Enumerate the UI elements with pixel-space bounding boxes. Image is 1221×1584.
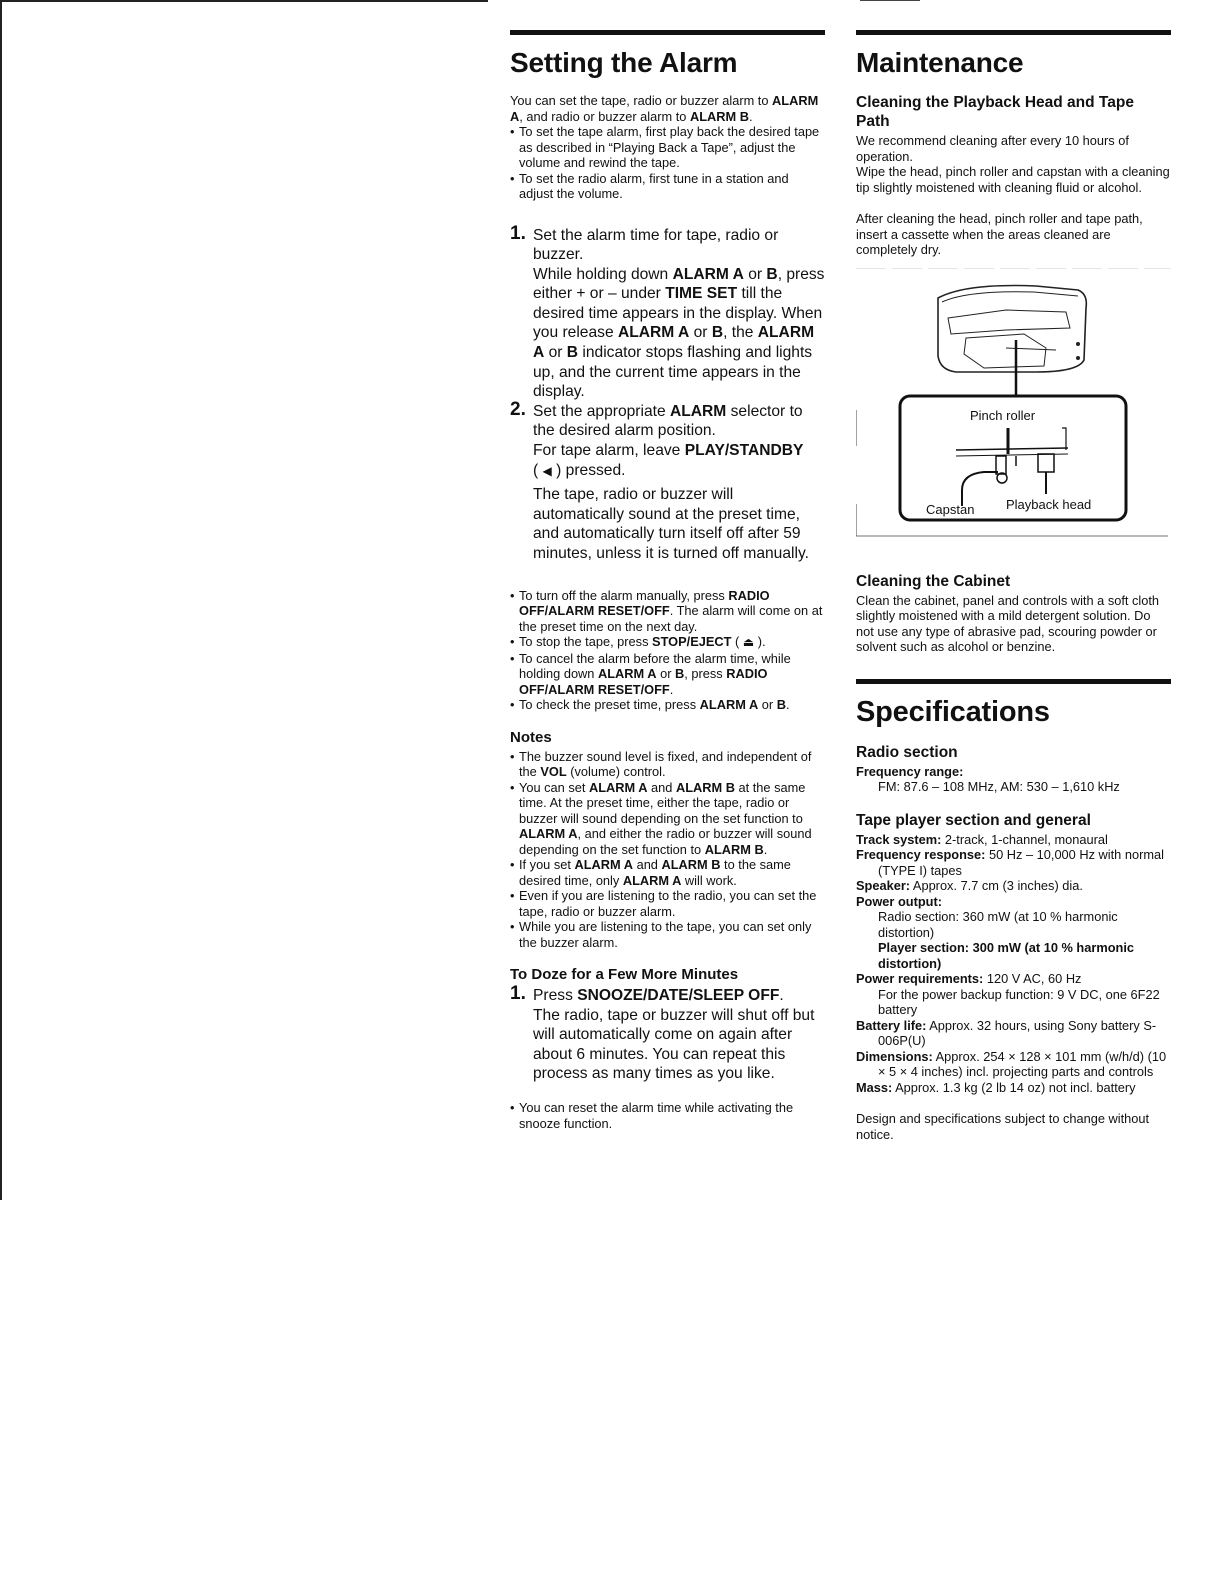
scan-edge xyxy=(860,0,920,1)
step-heading: Set the alarm time for tape, radio or buzzer. xyxy=(533,226,779,264)
step-number: 1. xyxy=(510,983,526,1005)
step-text: Press SNOOZE/DATE/SLEEP OFF. xyxy=(533,987,784,1005)
step-text: The radio, tape or buzzer will shut off but will automatically come on again after about 6 minutes. You can repeat this process as many times as you like. xyxy=(533,1006,815,1083)
list-item: • You can set ALARM A and ALARM B at the same time. At the preset time, either the tape, radio or buzzer will sound depending on the set function to ALARM A, and either the radio or buzzer will sound depending on the set function to ALARM B. xyxy=(510,780,825,858)
maintenance-column xyxy=(856,30,1171,1142)
alarm-post-bullets xyxy=(510,588,825,713)
doze-steps xyxy=(510,983,825,1084)
list-item: • To set the tape alarm, first play back the desired tape as described in “Playing Back a Tape”, adjust the volume and rewind the tape. xyxy=(510,124,825,171)
scan-edge xyxy=(0,0,2,1200)
tape-mechanism-figure xyxy=(856,268,1171,558)
alarm-pre-bullets xyxy=(510,124,825,202)
step-text: Set the appropriate ALARM selector to the desired alarm position. xyxy=(533,402,803,440)
alarm-title: Setting the Alarm xyxy=(510,47,738,78)
notes-heading: Notes xyxy=(510,728,552,746)
play-arrow-icon: ◀ xyxy=(542,463,552,478)
stop-eject-icon: ⏏ xyxy=(742,635,755,650)
list-item: • You can reset the alarm time while activating the snooze function. xyxy=(510,1100,825,1131)
alarm-steps xyxy=(510,222,825,564)
cleaning-text: We recommend cleaning after every 10 hours of operation. xyxy=(856,133,1129,164)
doze-bullets xyxy=(510,1100,825,1131)
step-text: The tape, radio or buzzer will automatically sound at the preset time, and automatically turn itself off after 59 minutes, unless it is turned off manually. xyxy=(533,486,809,562)
cleaning-text: Wipe the head, pinch roller and capstan with a cleaning tip slightly moistened with cleaning fluid or alcohol. xyxy=(856,164,1170,195)
tape-section-heading: Tape player section and general xyxy=(856,811,1091,829)
spec-frequency-range: Frequency range: FM: 87.6 – 108 MHz, AM: 530 – 1,610 kHz xyxy=(856,763,1120,794)
spec-power-output: Power output: Radio section: 360 mW (at 10 % harmonic distortion) Player section: 300 mW (at 10 % harmonic distortion) xyxy=(856,893,1135,971)
list-item: • To turn off the alarm manually, press RADIO OFF/ALARM RESET/OFF. The alarm will come on at the preset time on the next day. xyxy=(510,588,825,635)
list-item: • To set the radio alarm, first tune in a station and adjust the volume. xyxy=(510,171,825,202)
maintenance-title: Maintenance xyxy=(856,47,1024,78)
spec-battery-life: Battery life: Approx. 32 hours, using Sony battery S-006P(U) xyxy=(856,1017,1157,1048)
step-1 xyxy=(510,983,825,1084)
step-text: For tape alarm, leave PLAY/STANDBY ( ◀ ) pressed. xyxy=(533,442,804,479)
alarm-intro: You can set the tape, radio or buzzer alarm to ALARM A, and radio or buzzer alarm to ALARM B. xyxy=(510,93,819,124)
section-rule xyxy=(856,679,1171,684)
playback-head-label: Playback head xyxy=(1006,496,1092,512)
list-item: • While you are listening to the tape, you can set only the buzzer alarm. xyxy=(510,919,825,950)
alarm-column xyxy=(510,30,825,1131)
list-item: • To stop the tape, press STOP/EJECT ( ⏏ ). xyxy=(510,634,825,651)
pinch-roller-label: Pinch roller xyxy=(970,407,1036,423)
cabinet-text: Clean the cabinet, panel and controls with a soft cloth slightly moistened with a mild detergent solution. Do not use any type of abrasive pad, scouring powder or solvent such as alcohol or benzine. xyxy=(856,592,1160,654)
step-number: 1. xyxy=(510,222,526,244)
cleaning-text: After cleaning the head, pinch roller and tape path, insert a cassette when the areas cleaned are completely dry. xyxy=(856,211,1143,257)
cleaning-head-heading: Cleaning the Playback Head and Tape Path xyxy=(856,94,1134,130)
spec-track: Track system: 2-track, 1-channel, monaural xyxy=(856,831,1108,847)
spec-power-requirements: Power requirements: 120 V AC, 60 Hz For the power backup function: 9 V DC, one 6F22 battery xyxy=(856,971,1160,1017)
notes-list xyxy=(510,749,825,951)
step-1 xyxy=(510,222,825,402)
spec-mass: Mass: Approx. 1.3 kg (2 lb 14 oz) not incl. battery xyxy=(856,1079,1136,1095)
list-item: • Even if you are listening to the radio, you can set the tape, radio or buzzer alarm. xyxy=(510,888,825,919)
spec-list xyxy=(856,832,1171,1096)
list-item: • The buzzer sound level is fixed, and independent of the VOL (volume) control. xyxy=(510,749,825,780)
radio-section-heading: Radio section xyxy=(856,743,958,761)
list-item: • To cancel the alarm before the alarm time, while holding down ALARM A or B, press RADIO OFF/ALARM RESET/OFF. xyxy=(510,651,825,698)
doze-heading: To Doze for a Few More Minutes xyxy=(510,966,739,984)
capstan-label: Capstan xyxy=(926,501,975,517)
spec-dimensions: Dimensions: Approx. 254 × 128 × 101 mm (w/h/d) (10 × 5 × 4 inches) incl. projecting parts and controls xyxy=(856,1048,1167,1079)
spec-speaker: Speaker: Approx. 7.7 cm (3 inches) dia. xyxy=(856,878,1083,893)
scan-edge xyxy=(0,0,488,2)
spec-frequency-response: Frequency response: 50 Hz – 10,000 Hz with normal (TYPE I) tapes xyxy=(856,847,1164,878)
list-item: • To check the preset time, press ALARM A or B. xyxy=(510,697,825,713)
step-number: 2. xyxy=(510,398,526,420)
spec-footer-note: Design and specifications subject to change without notice. xyxy=(856,1111,1150,1142)
step-2 xyxy=(510,398,825,564)
section-rule xyxy=(510,30,825,35)
section-rule xyxy=(856,30,1171,35)
cleaning-cabinet-heading: Cleaning the Cabinet xyxy=(856,572,1011,590)
specifications-title: Specifications xyxy=(856,695,1050,728)
step-text: While holding down ALARM A or B, press either + or – under TIME SET till the desired time appears in the display. When you release ALARM A or B, the ALARM A or B indicator stops flashing and lights up, and the current time appears in the display. xyxy=(533,265,825,401)
list-item: • If you set ALARM A and ALARM B to the same desired time, only ALARM A will work. xyxy=(510,857,825,888)
